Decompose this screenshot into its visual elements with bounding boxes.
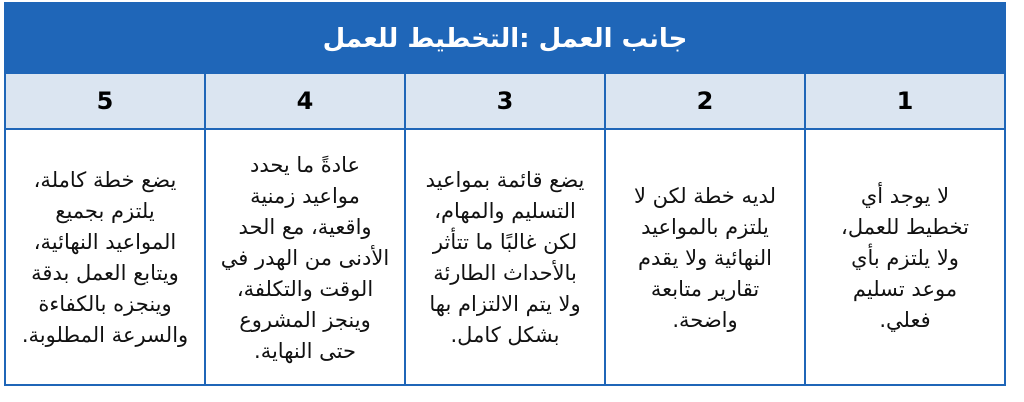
- score-4-header: 4: [204, 74, 404, 128]
- rubric-table: [4, 2, 1006, 386]
- description-row: [6, 130, 1004, 386]
- score-3-description: يضع قائمة بمواعيد التسليم والمهام، لكن غالبًا ما تتأثر بالأحداث الطارئة ولا يتم الالتزام بها بشكل كامل.: [425, 168, 585, 347]
- score-2-description: لديه خطة لكن لا يلتزم بالمواعيد النهائية ولا يقدم تقارير متابعة واضحة.: [634, 183, 776, 332]
- score-2-cell: [604, 130, 804, 386]
- score-5-cell: [6, 130, 204, 386]
- table-title: جانب العمل :التخطيط للعمل: [6, 4, 1004, 74]
- score-1-cell: [804, 130, 1004, 386]
- score-5-header: 5: [96, 87, 114, 115]
- score-5-description: يضع خطة كاملة، يلتزم بجميع المواعيد النهائية، ويتابع العمل بدقة وينجزه بالكفاءة والسرعة المطلوبة.: [21, 168, 189, 347]
- score-4-cell: [204, 130, 404, 386]
- score-header-row: [6, 74, 1004, 130]
- score-1-header: 1: [804, 74, 1004, 128]
- score-4-description: عادةً ما يحدد مواعيد زمنية واقعية، مع الحد الأدنى من الهدر في الوقت والتكلفة، وينجز المشروع حتى النهاية.: [220, 152, 390, 363]
- score-3-cell: [404, 130, 604, 386]
- score-1-description: لا يوجد أي تخطيط للعمل، ولا يلتزم بأي موعد تسليم فعلي.: [841, 183, 969, 332]
- score-3-header: 3: [404, 74, 604, 128]
- score-2-header: 2: [604, 74, 804, 128]
